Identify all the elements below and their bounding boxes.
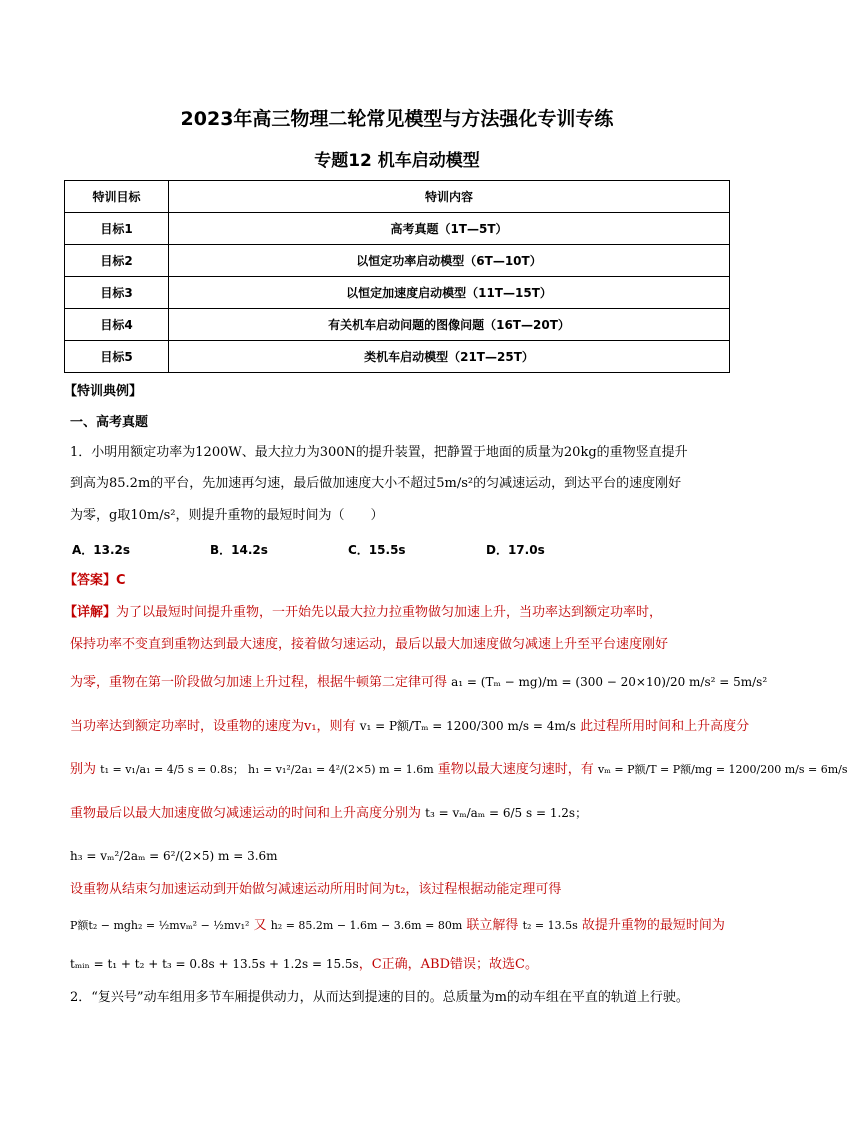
- detail-line-7: [70, 846, 730, 867]
- detail-text: 重物最后以最大加速度做匀减速运动的时间和上升高度分别为: [70, 806, 422, 821]
- equation-tmin: tₘᵢₙ = t₁ + t₂ + t₃ = 0.8s + 13.5s + 1.2s = 15.5s: [70, 957, 359, 971]
- equation-vm: vₘ = P额/T = P额/mg = 1200/200 m/s = 6m/s: [597, 763, 848, 776]
- table-cell: 以恒定功率启动模型（6T—10T）: [169, 245, 730, 277]
- equation-t2: t₂ = 13.5s: [522, 919, 578, 932]
- answer-value: C: [116, 573, 126, 588]
- table-cell: 有关机车启动问题的图像问题（16T—20T）: [169, 309, 730, 341]
- table-row: [65, 213, 730, 245]
- equation-t3: t₃ = vₘ/aₘ = 6/5 s = 1.2s；: [425, 806, 588, 820]
- question-1-line-1: 1．小明用额定功率为1200W、最大拉力为300N的提升装置，把静置于地面的质量为20kg的重物竖直提升: [70, 445, 688, 460]
- table-header-row: [65, 181, 730, 213]
- table-cell: 目标3: [65, 277, 169, 309]
- option-b: B．14.2s: [210, 543, 268, 557]
- equation-h2: h₂ = 85.2m − 1.6m − 3.6m = 80m: [270, 919, 463, 932]
- table-cell: 目标1: [65, 213, 169, 245]
- detail-text: 当功率达到额定功率时，设重物的速度为v₁，则有: [70, 719, 356, 734]
- table-cell: 以恒定加速度启动模型（11T—15T）: [169, 277, 730, 309]
- detail-text: 为了以最短时间提升重物，一开始先以最大拉力拉重物做匀加速上升，当功率达到额定功率时，: [116, 605, 663, 620]
- table-header-cell: 特训内容: [169, 181, 730, 213]
- option-d: D．17.0s: [486, 543, 545, 557]
- equation-energy: P额t₂ − mgh₂ = ½mvₘ² − ½mv₁²: [70, 919, 250, 932]
- detail-text: 联立解得: [466, 918, 519, 933]
- examples-heading: 【特训典例】: [64, 384, 143, 399]
- detail-text: 故提升重物的最短时间为: [581, 918, 725, 933]
- table-cell: 高考真题（1T—5T）: [169, 213, 730, 245]
- question-1-line-3: 为零，g取10m/s²，则提升重物的最短时间为（ ）: [70, 508, 384, 523]
- training-goals-table: [64, 180, 730, 373]
- option-c: C．15.5s: [348, 543, 406, 557]
- detail-line-2: 保持功率不变直到重物达到最大速度，接着做匀速运动，最后以最大加速度做匀减速上升至平台速度刚好: [70, 637, 669, 652]
- detail-text: 此过程所用时间和上升高度分: [580, 719, 750, 734]
- section-heading: 一、高考真题: [70, 415, 149, 430]
- table-row: [65, 309, 730, 341]
- document-title: 2023年高三物理二轮常见模型与方法强化专训专练: [180, 108, 614, 130]
- detail-line-9: [70, 916, 730, 936]
- table-cell: 目标2: [65, 245, 169, 277]
- detail-text: 又: [253, 918, 267, 933]
- detail-text: 重物以最大速度匀速时，有: [437, 762, 594, 777]
- detail-line-10: [70, 954, 730, 975]
- detail-line-5: [70, 760, 848, 780]
- table-row: [65, 245, 730, 277]
- answer-line: [64, 571, 724, 591]
- detail-line-4: [70, 716, 750, 737]
- equation-v1: v₁ = P额/Tₘ = 1200/300 m/s = 4m/s: [359, 719, 576, 733]
- equation-h1: h₁ = v₁²/2a₁ = 4²/(2×5) m = 1.6m: [248, 763, 434, 776]
- table-row: [65, 341, 730, 373]
- detail-line-3: [70, 672, 768, 693]
- question-1-line-2: 到高为85.2m的平台，先加速再匀速，最后做加速度大小不超过5m/s²的匀减速运动，到达平台的速度刚好: [70, 476, 682, 491]
- detail-text: 为零，重物在第一阶段做匀加速上升过程，根据牛顿第二定律可得: [70, 675, 448, 690]
- detail-label: 【详解】: [64, 605, 117, 620]
- document-subtitle: 专题12 机车启动模型: [314, 151, 480, 171]
- option-a: A．13.2s: [72, 543, 131, 557]
- equation-h3: h₃ = vₘ²/2aₘ = 6²/(2×5) m = 3.6m: [70, 849, 278, 863]
- equation-a1: a₁ = (Tₘ − mg)/m = (300 − 20×10)/20 m/s² = 5m/s²: [451, 675, 768, 689]
- table-row: [65, 277, 730, 309]
- answer-label: 【答案】: [64, 573, 117, 588]
- table-cell: 类机车启动模型（21T—25T）: [169, 341, 730, 373]
- question-2-line-1: 2．“复兴号”动车组用多节车厢提供动力，从而达到提速的目的。总质量为m的动车组在平直的轨道上行驶。: [70, 990, 689, 1005]
- detail-line-8: 设重物从结束匀加速运动到开始做匀减速运动所用时间为t₂，该过程根据动能定理可得: [70, 882, 562, 897]
- equation-t1: t₁ = v₁/a₁ = 4/5 s = 0.8s；: [100, 763, 244, 776]
- detail-text: ，C正确，ABD错误；故选C。: [358, 957, 538, 972]
- table-cell: 目标4: [65, 309, 169, 341]
- detail-line-6: [70, 803, 730, 824]
- table-cell: 目标5: [65, 341, 169, 373]
- detail-text: 别为: [70, 762, 97, 777]
- detail-line-1: [64, 603, 724, 623]
- table-header-cell: 特训目标: [65, 181, 169, 213]
